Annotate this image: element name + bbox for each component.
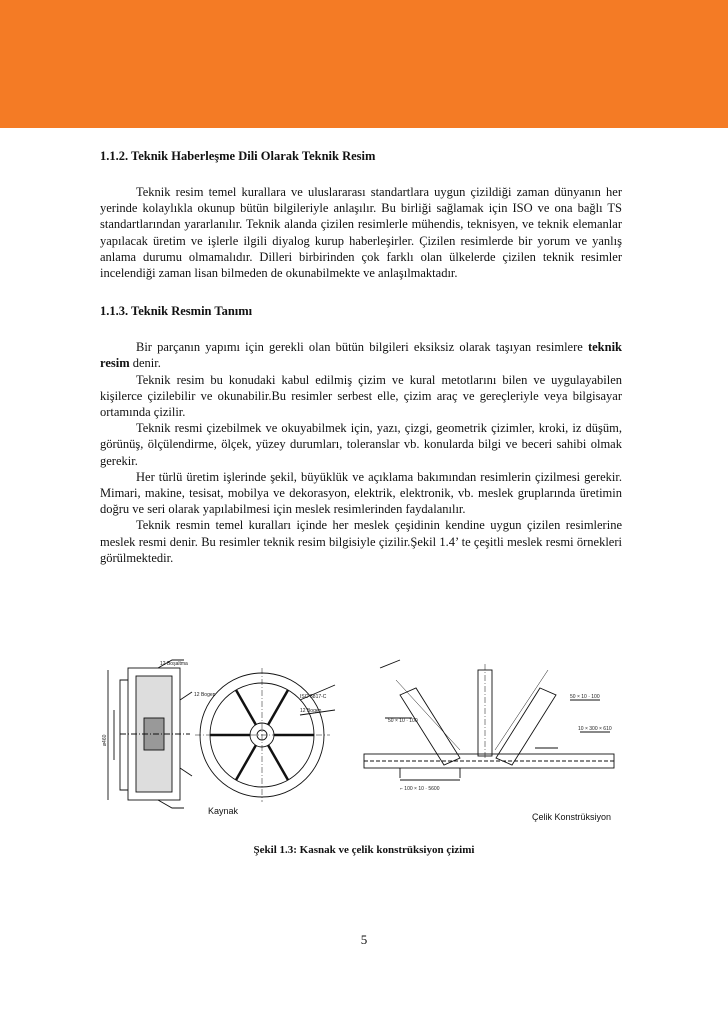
svg-text:50 × 10 · 100: 50 × 10 · 100 [570,694,600,700]
svg-text:12 Bogen: 12 Bogen [300,708,322,714]
figure-label-right: Çelik Konstrüksiyon [532,812,612,822]
svg-text:ISO 5817-C: ISO 5817-C [300,694,327,700]
svg-text:ø460: ø460 [102,734,108,746]
pulley-front-drawing [195,668,335,802]
svg-text:⌐ 100 × 10 · 5600: ⌐ 100 × 10 · 5600 [400,786,440,792]
svg-text:12 Boşaltma: 12 Boşaltma [160,661,188,667]
svg-text:10 × 300 × 610: 10 × 300 × 610 [578,726,612,732]
section1-paragraph: Teknik resim temel kurallara ve uluslararası standartlara uygun çizildiği zaman dünyanın her yerinde kolaylıkla okunup bütün bilgileriyle anlaşılır. Bu birliği sağlamak için ISO ve ona bağlı TS standartlarından yararlanılır. Teknik alanda çizilen resimlerle mühendis, teknisyen, ve teknik elemanlar yapılacak üretim ve işlerle ilgili diyalog kurup haberleşirler. Çizilen resimlerde bir yorum ve yanlış anlama durumu olmamalıdır. Dilleri birbirinden çok farklı olan ülkelerde çizilen teknik resimler incelendiği zaman lisan bilmeden de okunabilmekte ve anlaşılmaktadır. [100,185,622,281]
page-number: 5 [360,932,368,947]
section-heading-1: 1.1.2. Teknik Haberleşme Dili Olarak Teknik Resim [100,149,376,163]
definition-text: Bir parçanın yapımı için gerekli olan bütün bilgileri eksiksiz olarak taşıyan resimlere [136,340,583,355]
definition-paragraph [100,339,622,371]
drawing-svg [100,640,622,825]
dimension-annotations [102,661,612,792]
technical-drawing-figure [100,640,622,825]
header-band [0,0,728,128]
definition-term: teknik resim [100,340,622,371]
page-content [100,148,622,566]
definition-end: denir. [129,356,161,371]
section-heading-2: 1.1.3. Teknik Resmin Tanımı [100,304,253,319]
figure-caption: Şekil 1.3: Kasnak ve çelik konstrüksiyon çizimi [253,844,475,856]
pulley-section-drawing [108,660,192,808]
svg-text:12 Bogen: 12 Bogen [194,692,216,698]
figure-label-left: Kaynak [208,806,239,816]
paragraph-2: Teknik resim bu konudaki kabul edilmiş çizim ve kural metotlarını bilen ve uygulayabilen kişilerce çizilebilir ve okunabilir.Bu resimler serbest elle, çizim araç ve gereçleriyle veya bilgisayar ortamında çizilir. [100,372,622,420]
paragraph-4: Her türlü üretim işlerinde şekil, büyüklük ve açıklama bakımından resimlerin çizilmesi gerekir. Mimari, makine, tesisat, mobilya ve dekorasyon, elektrik, elektronik, vb. meslek gruplarında üretimin doğru ve seri olarak yapılabilmesi için meslek resimlerinden faydalanılır. [100,469,622,517]
svg-text:50 × 10 · 100: 50 × 10 · 100 [388,718,418,724]
paragraph-3: Teknik resmi çizebilmek ve okuyabilmek için, yazı, çizgi, geometrik çizimler, kroki, iz düşüm, görünüş, ölçülendirme, ölçek, yüzey durumları, toleranslar vb. konularda bilgi ve beceri sahibi olmak gerekir. [100,421,622,468]
paragraph-5: Teknik resmin temel kuralları içinde her meslek çeşidinin kendine uygun çizilen resimlerine meslek resmi denir. Bu resimler teknik resim bilgisiyle çizilir.Şekil 1.4’ te çeşitli meslek resmi örnekleri görülmektedir. [100,518,622,565]
